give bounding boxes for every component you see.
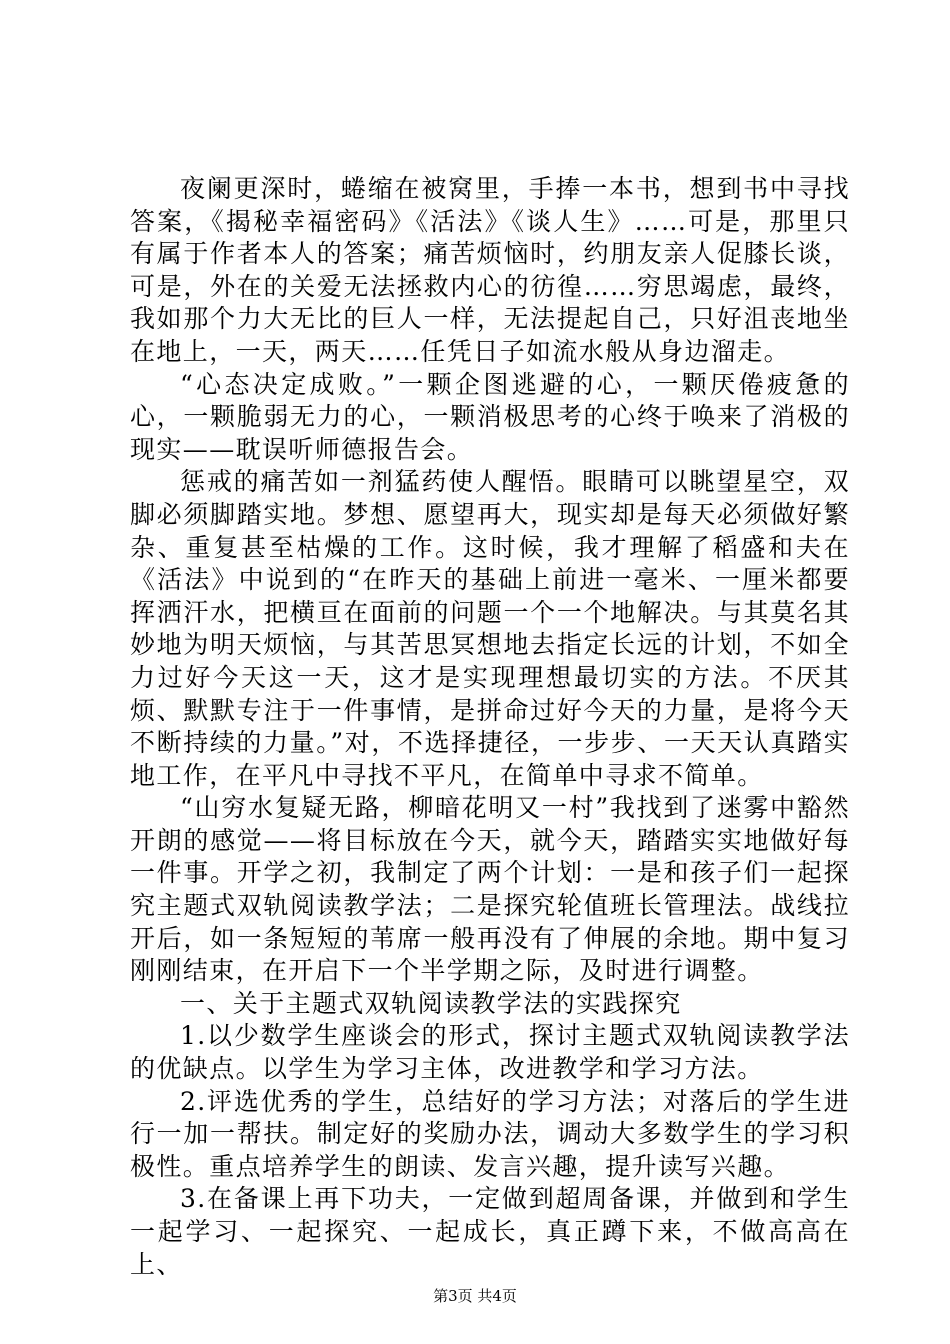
page-footer: 第3页 共4页 (433, 1287, 517, 1305)
list-item-3: 3.在备课上再下功夫，一定做到超周备课，并做到和学生一起学习、一起探究、一起成长，真正蹲下来，不做高高在上、 (130, 1184, 850, 1279)
paragraph-plans: “山穷水复疑无路，柳暗花明又一村”我找到了迷雾中豁然开朗的感觉——将目标放在今天，就今天，踏踏实实地做好每一件事。开学之初，我制定了两个计划：一是和孩子们一起探究主题式双轨阅读教学法；二是探究轮值班长管理法。战线拉开后，如一条短短的苇席一般再没有了伸展的余地。期中复习刚刚结束，在开启下一个半学期之际，及时进行调整。 (130, 793, 850, 986)
section-heading-reading-method: 一、关于主题式双轨阅读教学法的实践探究 (180, 988, 682, 1018)
paragraph-awakening: 惩戒的痛苦如一剂猛药使人醒悟。眼睛可以眺望星空，双脚必须脚踏实地。梦想、愿望再大，现实却是每天必须做好繁杂、重复甚至枯燥的工作。这时候，我才理解了稻盛和夫在《活法》中说到的“在昨天的基础上前进一毫米、一厘米都要挥洒汗水，把横亘在面前的问题一个一个地解决。与其莫名其妙地为明天烦恼，与其苦思冥想地去指定长远的计划，不如全力过好今天这一天，这才是实现理想最切实的方法。不厌其烦、默默专注于一件事情，是拼命过好今天的力量，是将今天不断持续的力量。”对，不选择捷径，一步步、一天天认真踏实地工作，在平凡中寻找不平凡，在简单中寻求不简单。 (130, 467, 850, 790)
paragraph-mindset: “心态决定成败。”一颗企图逃避的心，一颗厌倦疲惫的心，一颗脆弱无力的心，一颗消极思考的心终于唤来了消极的现实——耽误听师德报告会。 (130, 369, 850, 464)
paragraph-late-night: 夜阑更深时，蜷缩在被窝里，手捧一本书，想到书中寻找答案，《揭秘幸福密码》《活法》《谈人生》……可是，那里只有属于作者本人的答案；痛苦烦恼时，约朋友亲人促膝长谈，可是，外在的关爱无法拯救内心的彷徨……穷思竭虑，最终，我如那个力大无比的巨人一样，无法提起自己，只好沮丧地坐在地上，一天，两天……任凭日子如流水般从身边溜走。 (130, 174, 850, 366)
list-item-1: 1.以少数学生座谈会的形式，探讨主题式双轨阅读教学法的优缺点。以学生为学习主体，改进教学和学习方法。 (130, 1021, 850, 1084)
list-item-2: 2.评选优秀的学生，总结好的学习方法；对落后的学生进行一加一帮扶。制定好的奖励办法，调动大多数学生的学习积极性。重点培养学生的朗读、发言兴趣，提升读写兴趣。 (130, 1086, 850, 1181)
document-body (130, 173, 850, 1281)
